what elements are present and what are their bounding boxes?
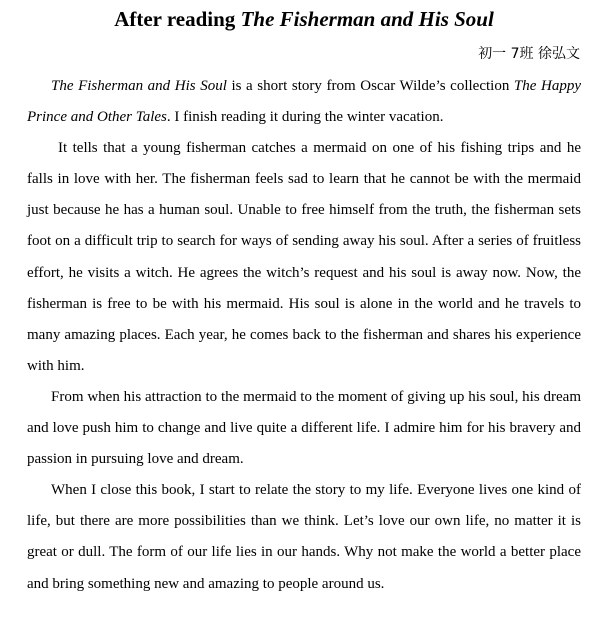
book-title-italic: The Fisherman and His Soul bbox=[51, 78, 227, 94]
paragraph-intro bbox=[27, 71, 581, 133]
collection-title-italic: The Happy Prince and Other Tales bbox=[27, 78, 582, 126]
title-prefix: After reading bbox=[114, 7, 241, 31]
paragraph-summary: It tells that a young fisherman catches a mermaid on one of his fishing trips and he falls in love with her. The fisherman feels sad to learn that he cannot be with the mermaid just because he has a human soul. Unable to free himself from the truth, the fisherman sets foot on a difficult trip to search for ways of sending away his soul. After a series of fruitless effort, he visits a witch. He agrees the witch’s request and his soul is away now. Now, the fisherman is free to be with his mermaid. His soul is alone in the world and he travels to many amazing places. Each year, he comes back to the fisherman and shares his experience with him. bbox=[27, 140, 581, 374]
intro-text-2: . I finish reading it during the winter vacation. bbox=[166, 109, 444, 126]
title-book-name: The Fisherman and His Soul bbox=[240, 7, 494, 31]
intro-text-1: is a short story from Oscar Wilde’s collection bbox=[226, 78, 514, 94]
essay-body bbox=[27, 71, 581, 600]
author-class-line: 初一 7班 徐弘文 bbox=[478, 46, 580, 62]
document-title bbox=[0, 6, 608, 32]
paragraph-reflection: From when his attraction to the mermaid to the moment of giving up his soul, his dream and love push him to change and live quite a different life. I admire him for his bravery and passion in pursuing love and dream. bbox=[27, 388, 581, 468]
paragraph-conclusion: When I close this book, I start to relate the story to my life. Everyone lives one kind of life, but there are more possibilities than we think. Let’s love our own life, no matter it is great or dull. The form of our life lies in our hands. Why not make the world a better place and bring something new and amazing to people around us. bbox=[27, 482, 581, 592]
